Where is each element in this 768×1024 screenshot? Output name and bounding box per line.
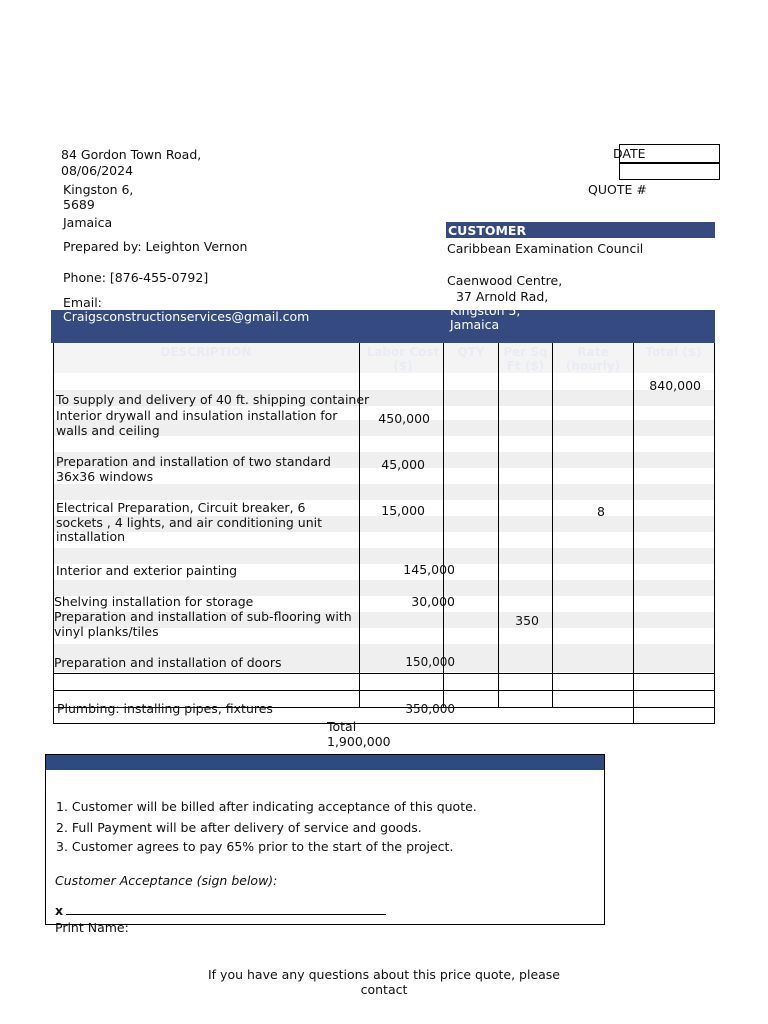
- terms-item: 3. Customer agrees to pay 65% prior to the start of the project.: [56, 839, 454, 854]
- date-input-box[interactable]: [619, 162, 720, 180]
- customer-address2: 37 Arnold Rad,: [452, 289, 549, 304]
- customer-header: CUSTOMER: [448, 223, 527, 238]
- row-labor-cost: 30,000: [411, 594, 455, 609]
- row-labor-cost: 350,000: [405, 702, 455, 716]
- grid-line: [552, 343, 553, 708]
- row-rate: 8: [597, 504, 605, 519]
- row-description: Preparation and installation of two standard 36x36 windows: [56, 454, 331, 484]
- row-description: Interior and exterior painting: [56, 563, 238, 578]
- row-labor-cost: 450,000: [378, 411, 430, 426]
- customer-acceptance-label: Customer Acceptance (sign below):: [55, 873, 278, 888]
- customer-address4: Jamaica: [450, 317, 500, 332]
- grid-line: [714, 343, 715, 724]
- row-description: Preparation and installation of sub-flooring with vinyl planks/tiles: [54, 609, 352, 639]
- row-description: Shelving installation for storage: [54, 594, 254, 609]
- signature-x-mark: x: [55, 903, 64, 918]
- row-per-sq-ft: 350: [515, 613, 539, 628]
- grid-line: [443, 343, 444, 708]
- company-email: Craigsconstructionservices@gmail.com: [63, 309, 310, 324]
- quote-label: QUOTE #: [588, 182, 647, 197]
- grid-line: [53, 673, 715, 674]
- customer-name: Caribbean Examination Council: [447, 241, 644, 256]
- print-name-label: Print Name:: [55, 920, 129, 935]
- row-description: Preparation and installation of doors: [54, 655, 282, 670]
- col-header-rate: Rate (hourly): [565, 345, 621, 373]
- row-labor-cost: 145,000: [403, 562, 455, 577]
- row-description: To supply and delivery of 40 ft. shipping container: [56, 392, 370, 407]
- company-phone: Phone: [876-455-0792]: [63, 270, 209, 285]
- signature-line[interactable]: [66, 914, 386, 915]
- terms-item: 2. Full Payment will be after delivery of service and goods.: [56, 820, 422, 835]
- total-value: 1,900,000: [327, 734, 391, 749]
- row-stripe: [53, 548, 714, 564]
- footer-line2: contact: [360, 982, 408, 997]
- row-description: Plumbing: installing pipes, fixtures: [57, 701, 273, 716]
- quote-number-value: 5689: [63, 197, 95, 212]
- company-email-label: Email:: [63, 295, 102, 310]
- row-labor-cost: 45,000: [381, 457, 425, 472]
- date-value: 08/06/2024: [61, 163, 134, 178]
- footer-line1: If you have any questions about this price quote, please: [208, 967, 560, 982]
- grid-line: [633, 343, 634, 724]
- customer-address1: Caenwood Centre,: [447, 273, 563, 288]
- grid-line: [53, 723, 715, 724]
- terms-header-band: [46, 755, 604, 770]
- row-total: 840,000: [649, 378, 701, 393]
- row-labor-cost: 150,000: [405, 655, 455, 669]
- row-description: Electrical Preparation, Circuit breaker, 6 sockets , 4 lights, and air conditioning unit installation: [56, 500, 322, 544]
- customer-address3: Kingston 5,: [450, 303, 521, 318]
- grid-line: [498, 343, 499, 708]
- col-header-total: Total ($): [645, 345, 702, 359]
- prepared-by: Prepared by: Leighton Vernon: [63, 239, 248, 254]
- col-header-qty: QTY: [457, 345, 485, 359]
- company-address-line2: Kingston 6,: [63, 182, 134, 197]
- row-labor-cost: 15,000: [381, 503, 425, 518]
- date-label: DATE: [613, 146, 646, 161]
- row-description: Interior drywall and insulation installation for walls and ceiling: [56, 408, 338, 438]
- col-header-per-sq-ft: Per Sq Ft ($): [503, 345, 548, 373]
- grid-line: [53, 690, 715, 691]
- terms-item: 1. Customer will be billed after indicating acceptance of this quote.: [56, 799, 477, 814]
- col-header-labor: Labor Cost ($): [366, 345, 440, 373]
- total-label: Total: [327, 719, 357, 734]
- company-address-line3: Jamaica: [63, 215, 113, 230]
- row-stripe: [53, 484, 714, 500]
- company-address-line1: 84 Gordon Town Road,: [61, 147, 202, 162]
- col-header-description: DESCRIPTION: [160, 345, 252, 359]
